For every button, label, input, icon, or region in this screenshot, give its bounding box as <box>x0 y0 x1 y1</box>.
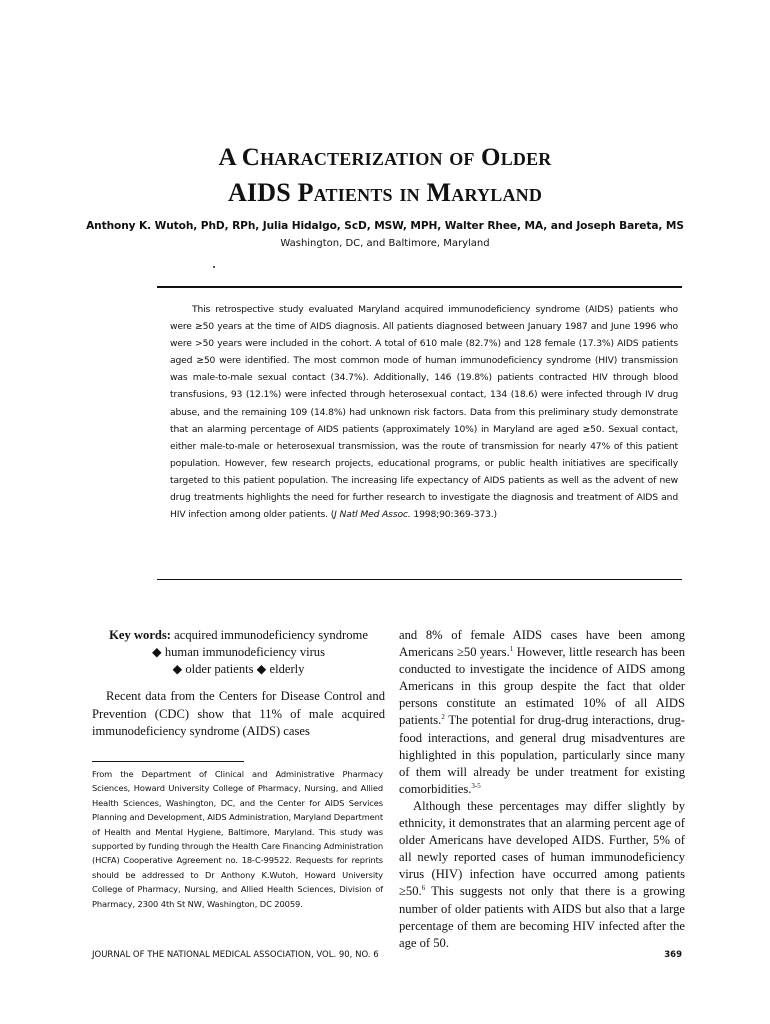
reference-marker: 2 <box>441 713 445 722</box>
title-line-2: AIDS Patients in Maryland <box>227 178 543 207</box>
text-span: The potential for drug-drug interactions, drug-food interactions, and general drug misadventures are highlighted in this population, particularly since many of them will already be under treatment for existing comorbidities. <box>399 713 685 796</box>
intro-paragraph: Recent data from the Centers for Disease Control and Prevention (CDC) show that 11% of male acquired immunodeficiency syndrome (AIDS) cases <box>92 689 385 738</box>
keywords-line-3: ◆ older patients ◆ elderly <box>172 662 305 676</box>
abstract-citation-tail: 1998;90:369-373.) <box>410 509 497 521</box>
affiliation-footnote: From the Department of Clinical and Administrative Pharmacy Sciences, Howard University College of Pharmacy, Nursing, and Allied Health Sciences, Washington, DC, and the Center for AIDS Services Planning and Development, AIDS Administration, Maryland Department of Health and Mental Hygiene, Baltimore, Maryland. This study was supported by funding through the Health Care Financing Administration (HCFA) Cooperative Agreement no. 18-C-99522. Requests for reprints should be addressed to Dr Anthony K.Wutoh, Howard University College of Pharmacy, Nursing, and Allied Health Sciences, Division of Pharmacy, 2300 4th St NW, Washington, DC 20059. <box>92 769 383 909</box>
reference-marker: 1 <box>509 644 514 653</box>
text-span: and 8% of female AIDS cases have been among Americans ≥50 years. <box>399 628 685 660</box>
keywords-line-2: ◆ human immunodeficiency virus <box>151 645 326 659</box>
reference-marker: 6 <box>421 884 426 893</box>
abstract-text: This retrospective study evaluated Maryland acquired immunodeficiency syndrome (AIDS) patients who were ≥50 years at the time of AIDS diagnosis. All patients diagnosed between January 1987 and June 1996 who were >50 years were included in the cohort. A total of 610 male (82.7%) and 128 female (17.3%) AIDS patients aged ≥50 were identified. The most common mode of human immunodeficiency syndrome (HIV) transmission was male-to-male sexual contact (34.7%). Additionally, 146 (19.8%) patients contracted HIV through blood transfusions, 93 (12.1%) were infected through heterosexual contact, 134 (18.6) were infected through IV drug abuse, and the remaining 109 (14.8%) had unknown risk factors. Data from this preliminary study demonstrate that an alarming percentage of AIDS patients (approximately 10%) in Maryland are aged ≥50. Sexual contact, either male-to-male or heterosexual transmission, was the route of transmission for nearly 47% of this patient population. However, few research projects, educational programs, or public health initiatives are specifically targeted to this patient population. The increasing life expectancy of AIDS patients as well as the advent of new drug treatments highlights the need for further research to investigate the diagnosis and treatment of AIDS and HIV infection among older patients. ( <box>170 304 678 521</box>
keywords-line-1: acquired immunodeficiency syndrome <box>171 628 368 642</box>
right-paragraph-1 <box>399 627 685 798</box>
abstract <box>170 301 678 523</box>
right-paragraph-2 <box>399 798 685 952</box>
text-span: This suggests not only that there is a growing number of older patients with AIDS but also that a large percentage of them are becoming HIV infected after the age of 50. <box>399 884 685 950</box>
right-column <box>399 627 685 952</box>
stray-mark <box>213 266 215 268</box>
abstract-citation: J Natl Med Assoc. <box>334 509 411 521</box>
page-number: 369 <box>664 950 682 960</box>
article-title <box>0 140 770 210</box>
reference-marker: 3-5 <box>471 781 481 790</box>
author-list: Anthony K. Wutoh, PhD, RPh, Julia Hidalgo, ScD, MSW, MPH, Walter Rhee, MA, and Joseph Bareta, MS <box>86 220 684 232</box>
abstract-bottom-rule <box>157 579 682 580</box>
journal-footer: JOURNAL OF THE NATIONAL MEDICAL ASSOCIATION, VOL. 90, NO. 6 <box>92 950 379 960</box>
keywords-label: Key words: <box>109 628 172 642</box>
title-line-1: A Characterization of Older <box>218 144 552 171</box>
text-span: Although these percentages may differ slightly by ethnicity, it demonstrates that an alarming percent age of older Americans have developed AIDS. Further, 5% of all newly reported cases of human immunodeficiency virus (HIV) infection have occurred among patients ≥50. <box>399 798 685 899</box>
author-affiliation: Washington, DC, and Baltimore, Maryland <box>280 238 490 249</box>
abstract-top-rule <box>157 286 682 288</box>
footnote-rule <box>92 761 244 762</box>
left-column <box>92 627 385 741</box>
keywords-block <box>92 627 385 678</box>
text-span: However, little research has been conducted to investigate the incidence of AIDS among Americans in this group despite the fact that older persons constitute an estimated 10% of all AIDS patients. <box>399 645 685 728</box>
